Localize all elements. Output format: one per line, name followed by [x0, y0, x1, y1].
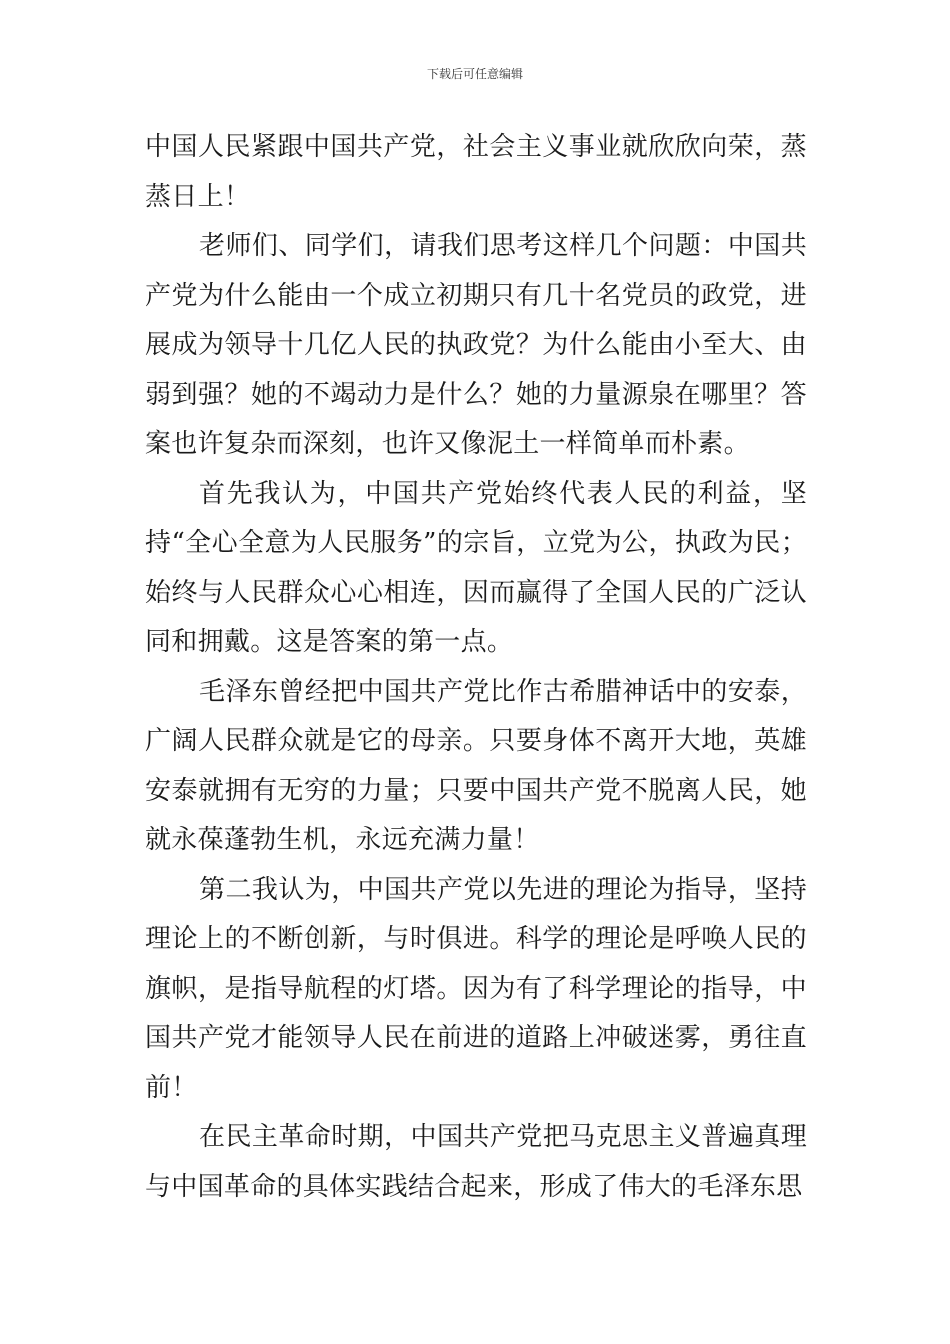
document-body: [145, 123, 807, 1212]
paragraph-5: 第二我认为，中国共产党以先进的理论为指导，坚持理论上的不断创新，与时俱进。科学的理论是呼唤人民的旗帜，是指导航程的灯塔。因为有了科学理论的指导，中国共产党才能领导人民在前进的道路上冲破迷雾，勇往直前！: [145, 874, 807, 1103]
paragraph-6: 在民主革命时期，中国共产党把马克思主义普遍真理与中国革命的具体实践结合起来，形成了伟大的毛泽东思: [145, 1122, 807, 1202]
paragraph-2: 老师们、同学们，请我们思考这样几个问题：中国共产党为什么能由一个成立初期只有几十名党员的政党，进展成为领导十几亿人民的执政党？为什么能由小至大、由弱到强？她的不竭动力是什么？她的力量源泉在哪里？答案也许复杂而深刻，也许又像泥土一样简单而朴素。: [145, 231, 807, 459]
paragraph-3: 首先我认为，中国共产党始终代表人民的利益，坚持“全心全意为人民服务”的宗旨，立党为公，执政为民；始终与人民群众心心相连，因而赢得了全国人民的广泛认同和拥戴。这是答案的第一点。: [145, 478, 807, 657]
paragraph-1: 中国人民紧跟中国共产党，社会主义事业就欣欣向荣，蒸蒸日上！: [145, 132, 807, 212]
paragraph-4: 毛泽东曾经把中国共产党比作古希腊神话中的安泰，广阔人民群众就是它的母亲。只要身体不离开大地，英雄安泰就拥有无穷的力量；只要中国共产党不脱离人民，她就永葆蓬勃生机，永远充满力量！: [145, 676, 807, 855]
page-header: 下载后可任意编辑: [426, 67, 523, 81]
